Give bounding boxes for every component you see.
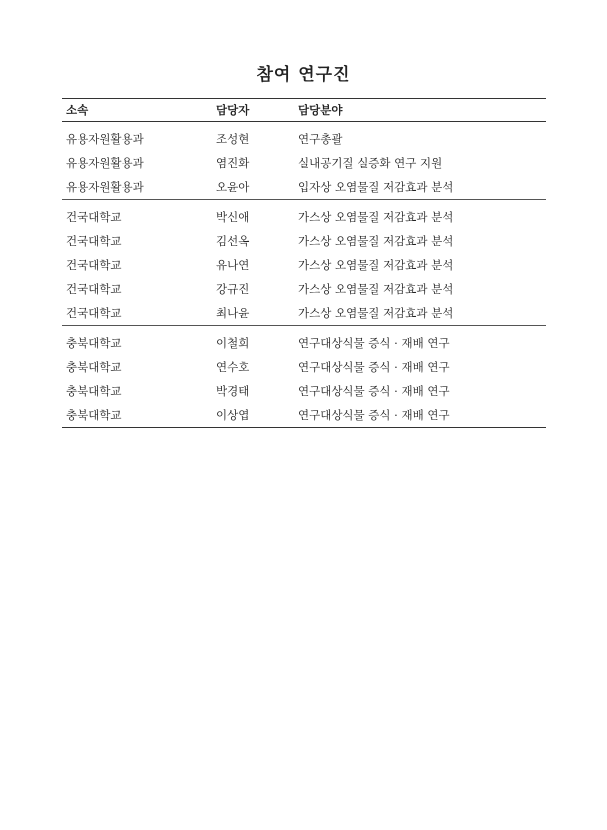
cell-field: 입자상 오염물질 저감효과 분석 xyxy=(298,180,454,194)
cell-person: 이철희 xyxy=(216,336,250,350)
table-header xyxy=(62,99,546,122)
cell-affiliation: 건국대학교 xyxy=(66,306,122,320)
header-row xyxy=(62,99,546,122)
group-konkuk-university xyxy=(62,200,546,326)
cell-affiliation: 유용자원활용과 xyxy=(66,180,144,194)
cell-person: 김선옥 xyxy=(216,234,250,248)
table-row xyxy=(62,379,546,403)
cell-field: 가스상 오염물질 저감효과 분석 xyxy=(298,258,454,272)
cell-affiliation: 유용자원활용과 xyxy=(66,156,144,170)
cell-person: 강규진 xyxy=(216,282,250,296)
table-row xyxy=(62,277,546,301)
header-person: 담당자 xyxy=(216,103,250,117)
cell-person: 조성현 xyxy=(216,132,250,146)
cell-affiliation: 충북대학교 xyxy=(66,384,122,398)
cell-affiliation: 건국대학교 xyxy=(66,258,122,272)
research-staff-table xyxy=(62,98,546,428)
cell-person: 박신애 xyxy=(216,210,250,224)
cell-affiliation: 건국대학교 xyxy=(66,282,122,296)
header-affiliation: 소속 xyxy=(66,103,89,117)
cell-field: 연구대상식물 증식 · 재배 연구 xyxy=(298,336,450,350)
cell-affiliation: 충북대학교 xyxy=(66,360,122,374)
group-useful-resources xyxy=(62,122,546,200)
cell-field: 가스상 오염물질 저감효과 분석 xyxy=(298,306,454,320)
cell-field: 연구총괄 xyxy=(298,132,343,146)
table-row xyxy=(62,151,546,175)
table-row xyxy=(62,229,546,253)
cell-field: 연구대상식물 증식 · 재배 연구 xyxy=(298,384,450,398)
table-row xyxy=(62,122,546,152)
cell-person: 염진화 xyxy=(216,156,250,170)
cell-field: 가스상 오염물질 저감효과 분석 xyxy=(298,234,454,248)
cell-affiliation: 유용자원활용과 xyxy=(66,132,144,146)
cell-affiliation: 충북대학교 xyxy=(66,408,122,422)
table-row xyxy=(62,253,546,277)
cell-affiliation: 건국대학교 xyxy=(66,234,122,248)
cell-field: 연구대상식물 증식 · 재배 연구 xyxy=(298,408,450,422)
cell-field: 연구대상식물 증식 · 재배 연구 xyxy=(298,360,450,374)
cell-person: 최나윤 xyxy=(216,306,250,320)
table-row xyxy=(62,403,546,428)
cell-person: 박경태 xyxy=(216,384,250,398)
cell-affiliation: 건국대학교 xyxy=(66,210,122,224)
cell-affiliation: 충북대학교 xyxy=(66,336,122,350)
cell-field: 가스상 오염물질 저감효과 분석 xyxy=(298,282,454,296)
cell-person: 이상엽 xyxy=(216,408,250,422)
cell-field: 실내공기질 실증화 연구 지원 xyxy=(298,156,443,170)
group-chungbuk-university xyxy=(62,326,546,428)
cell-field: 가스상 오염물질 저감효과 분석 xyxy=(298,210,454,224)
table-row xyxy=(62,301,546,326)
cell-person: 연수호 xyxy=(216,360,250,374)
header-field: 담당분야 xyxy=(298,103,343,117)
page-title: 참여 연구진 xyxy=(256,65,351,85)
table-row xyxy=(62,355,546,379)
cell-person: 유나연 xyxy=(216,258,250,272)
table-row xyxy=(62,326,546,356)
table-row xyxy=(62,200,546,230)
cell-person: 오윤아 xyxy=(216,180,250,194)
table-row xyxy=(62,175,546,200)
